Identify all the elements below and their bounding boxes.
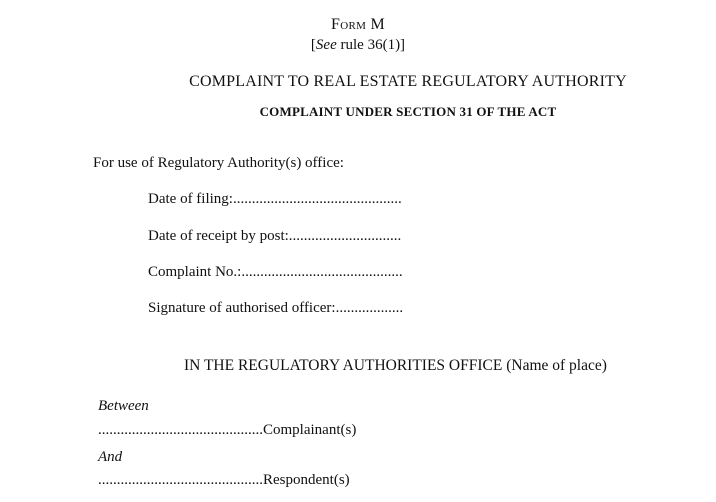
complaint-number-field: Complaint No.:...........................................	[148, 264, 403, 280]
rule-reference	[0, 37, 716, 54]
rule-see: See	[315, 37, 337, 53]
form-title-text: Form M	[331, 16, 385, 33]
complaint-subheading: COMPLAINT UNDER SECTION 31 OF THE ACT	[259, 104, 557, 119]
date-of-filing-field: Date of filing:.............................................	[148, 191, 402, 207]
and-label: And	[98, 449, 123, 465]
office-heading: IN THE REGULATORY AUTHORITIES OFFICE (Name of place)	[184, 357, 607, 374]
rule-text: rule 36(1)]	[336, 37, 406, 53]
complainant-line: ............................................Complainant(s)	[98, 422, 357, 438]
form-title	[0, 16, 716, 34]
officer-signature-field: Signature of authorised officer:..................	[148, 300, 404, 316]
respondent-line: ............................................Respondent(s)	[98, 472, 350, 488]
between-label: Between	[98, 398, 149, 414]
complaint-heading: COMPLAINT TO REAL ESTATE REGULATORY AUTHORITY	[189, 73, 627, 90]
rule-open-bracket: [	[310, 37, 316, 53]
office-use-label: For use of Regulatory Authority(s) office:	[93, 155, 344, 171]
date-of-receipt-field: Date of receipt by post:..............................	[148, 228, 402, 244]
